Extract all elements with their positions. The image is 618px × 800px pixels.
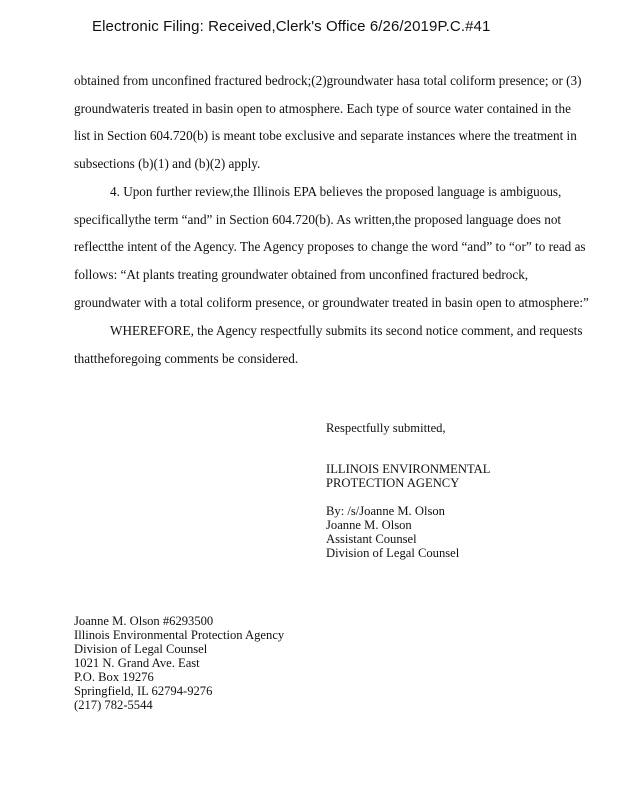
contact-phone: (217) 782-5544 <box>74 698 153 712</box>
signatory-title: Assistant Counsel <box>326 532 417 546</box>
signature-spacer <box>326 490 490 504</box>
body-line: reflectthe intent of the Agency. The Agency proposes to change the word “and” to “or” to read as <box>74 239 586 254</box>
contact-division: Division of Legal Counsel <box>74 642 208 656</box>
paragraph-4-first-line: 4. Upon further review,the Illinois EPA believes the proposed language is ambiguous, <box>110 184 562 199</box>
body-line: thattheforegoing comments be considered. <box>74 351 299 366</box>
contact-po-box: P.O. Box 19276 <box>74 670 154 684</box>
contact-agency: Illinois Environmental Protection Agency <box>74 628 285 642</box>
body-line: groundwateris treated in basin open to atmosphere. Each type of source water contained in the <box>74 101 571 116</box>
signatory-name: Joanne M. Olson <box>326 518 412 532</box>
contact-name: Joanne M. Olson #6293500 <box>74 614 214 628</box>
body-line: groundwater with a total coliform presence, or groundwater treated in basin open to atmosphere:” <box>74 295 589 310</box>
signatory-division: Division of Legal Counsel <box>326 546 460 560</box>
electronic-filing-stamp: Electronic Filing: Received,Clerk's Office 6/26/2019P.C.#41 <box>92 18 491 35</box>
contact-street: 1021 N. Grand Ave. East <box>74 656 200 670</box>
body-line: list in Section 604.720(b) is meant tobe exclusive and separate instances where the treatment in <box>74 128 577 143</box>
closing-salutation <box>326 421 446 435</box>
body-line: specificallythe term “and” in Section 604.720(b). As written,the proposed language does not <box>74 212 562 227</box>
contact-block <box>74 614 284 712</box>
closing-text: Respectfully submitted, <box>326 421 446 435</box>
wherefore-line: WHEREFORE, the Agency respectfully submits its second notice comment, and requests <box>110 323 583 338</box>
agency-name-line-1: ILLINOIS ENVIRONMENTAL <box>326 462 491 476</box>
body-line: subsections (b)(1) and (b)(2) apply. <box>74 156 261 171</box>
contact-city: Springfield, IL 62794-9276 <box>74 684 213 698</box>
signature-by-line: By: /s/Joanne M. Olson <box>326 504 445 518</box>
body-line: obtained from unconfined fractured bedrock;(2)groundwater hasa total coliform presence; or (3) <box>74 73 582 88</box>
agency-name-line-2: PROTECTION AGENCY <box>326 476 460 490</box>
signature-block <box>326 462 490 560</box>
body-line: follows: “At plants treating groundwater obtained from unconfined fractured bedrock, <box>74 267 529 282</box>
